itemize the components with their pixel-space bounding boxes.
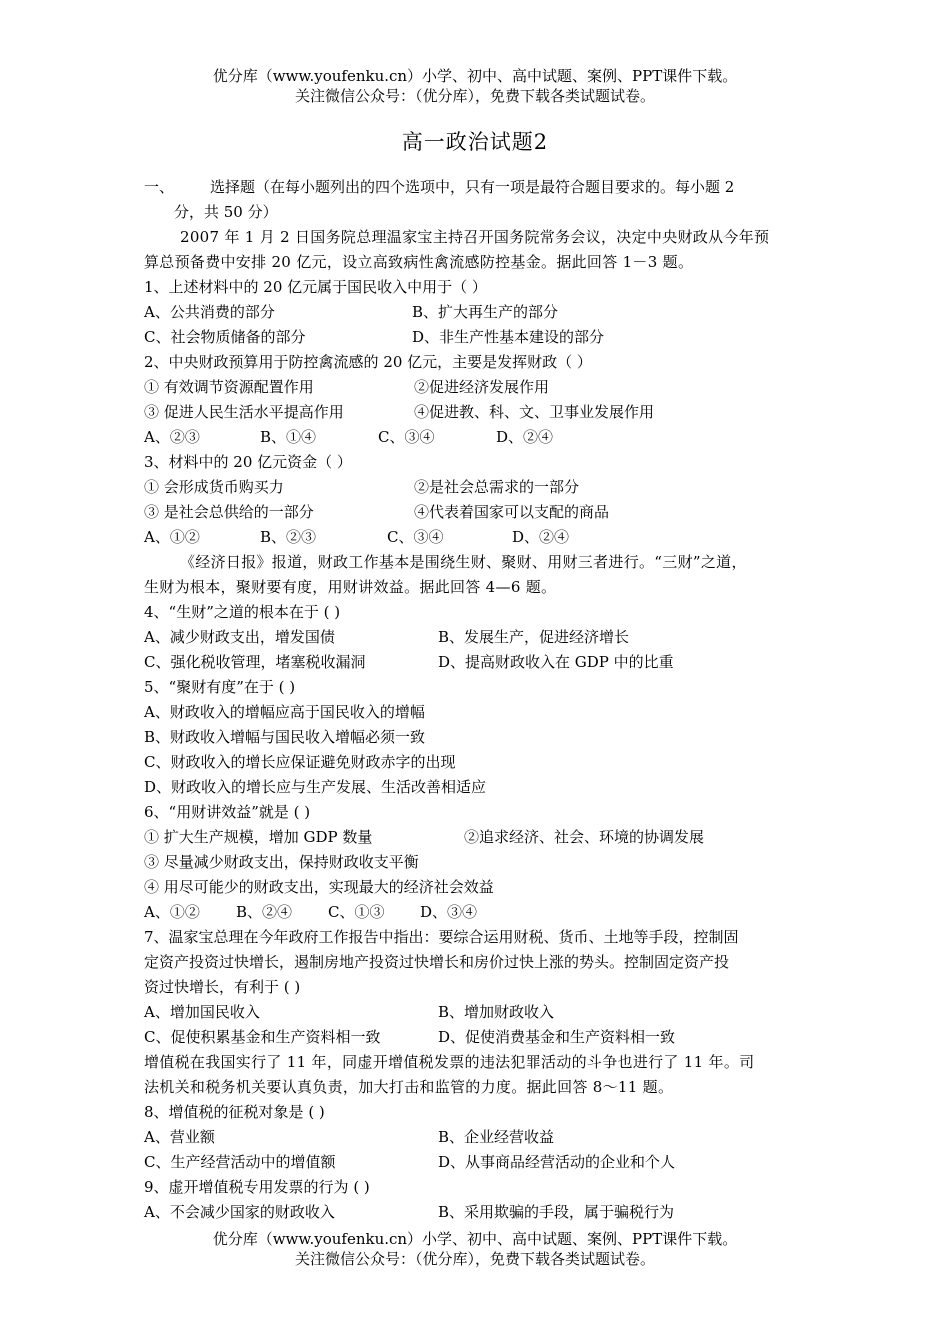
question-1-options-row-1 xyxy=(144,300,824,325)
question-1-options-row-2 xyxy=(144,325,824,350)
question-5-stem: 5、“聚财有度”在于 ( ) xyxy=(144,678,296,696)
option-d: D、促使消费基金和生产资料相一致 xyxy=(438,1028,676,1046)
item-2: ②追求经济、社会、环境的协调发展 xyxy=(464,828,705,846)
choice-a: A、①② xyxy=(144,903,200,921)
question-3-items-row-1 xyxy=(144,475,824,500)
option-a: A、增加国民收入 xyxy=(144,1003,260,1021)
section-instruction-cont: 分，共 50 分） xyxy=(174,203,278,221)
question-6-item-4: ④ 用尽可能少的财政支出，实现最大的经济社会效益 xyxy=(144,878,494,896)
question-4-options-row-1 xyxy=(144,625,824,650)
question-7-options-row-2 xyxy=(144,1025,824,1050)
choice-a: A、①② xyxy=(144,528,200,546)
question-6-items-row-1 xyxy=(144,825,824,850)
question-6-choices xyxy=(144,900,824,925)
choice-d: D、③④ xyxy=(420,903,478,921)
option-b: B、采用欺骗的手段，属于骗税行为 xyxy=(438,1203,675,1221)
option-a: A、减少财政支出，增发国债 xyxy=(144,628,335,646)
question-5-option-b: B、财政收入增幅与国民收入增幅必须一致 xyxy=(144,728,426,746)
choice-b: B、①④ xyxy=(260,428,317,446)
choice-d: D、②④ xyxy=(512,528,570,546)
question-5-option-d: D、财政收入的增长应与生产发展、生活改善相适应 xyxy=(144,778,487,796)
option-d: D、非生产性基本建设的部分 xyxy=(412,328,605,346)
option-b: B、发展生产，促进经济增长 xyxy=(438,628,630,646)
question-1-stem: 1、上述材料中的 20 亿元属于国民收入中用于（ ） xyxy=(144,278,487,296)
option-b: B、企业经营收益 xyxy=(438,1128,555,1146)
question-4-options-row-2 xyxy=(144,650,824,675)
option-d: D、从事商品经营活动的企业和个人 xyxy=(438,1153,676,1171)
question-2-items-row-2 xyxy=(144,400,824,425)
header-line-2: 关注微信公众号：（优分库），免费下载各类试题试卷。 xyxy=(294,87,655,105)
question-9-options-row-1 xyxy=(144,1200,824,1225)
section-number: 一、 xyxy=(144,178,175,196)
question-3-items-row-2 xyxy=(144,500,824,525)
choice-b: B、②④ xyxy=(236,903,293,921)
question-2-items-row-1 xyxy=(144,375,824,400)
option-b: B、扩大再生产的部分 xyxy=(412,303,559,321)
item-1: ① 扩大生产规模，增加 GDP 数量 xyxy=(144,828,373,846)
question-2-stem: 2、中央财政预算用于防控禽流感的 20 亿元，主要是发挥财政（ ） xyxy=(144,353,592,371)
choice-a: A、②③ xyxy=(144,428,200,446)
material-2-line-1: 《经济日报》报道，财政工作基本是围绕生财、聚财、用财三者进行。“三财”之道， xyxy=(180,553,747,571)
section-instruction: 选择题（在每小题列出的四个选项中，只有一项是最符合题目要求的。每小题 2 xyxy=(210,178,735,196)
material-1-line-1: 2007 年 1 月 2 日国务院总理温家宝主持召开国务院常务会议，决定中央财政从今年预 xyxy=(180,228,770,246)
option-a: A、营业额 xyxy=(144,1128,215,1146)
material-3-line-2: 法机关和税务机关要认真负责，加大打击和监管的力度。据此回答 8～11 题。 xyxy=(144,1078,674,1096)
material-2-line-2: 生财为根本，聚财要有度，用财讲效益。据此回答 4—6 题。 xyxy=(144,578,557,596)
item-1: ① 有效调节资源配置作用 xyxy=(144,378,314,396)
item-3: ③ 是社会总供给的一部分 xyxy=(144,503,314,521)
question-3-choices xyxy=(144,525,824,550)
question-2-choices xyxy=(144,425,824,450)
question-8-options-row-1 xyxy=(144,1125,824,1150)
choice-c: C、③④ xyxy=(378,428,435,446)
question-3-stem: 3、材料中的 20 亿元资金（ ） xyxy=(144,453,352,471)
question-5-option-a: A、财政收入的增幅应高于国民收入的增幅 xyxy=(144,703,425,721)
question-7-line-2: 定资产投资过快增长，遏制房地产投资过快增长和房价过快上涨的势头。控制固定资产投 xyxy=(144,953,730,971)
question-9-stem: 9、虚开增值税专用发票的行为 ( ) xyxy=(144,1178,370,1196)
question-5-option-c: C、财政收入的增长应保证避免财政赤字的出现 xyxy=(144,753,456,771)
choice-d: D、②④ xyxy=(496,428,554,446)
choice-c: C、①③ xyxy=(328,903,385,921)
option-c: C、生产经营活动中的增值额 xyxy=(144,1153,336,1171)
option-c: C、促使积累基金和生产资料相一致 xyxy=(144,1028,381,1046)
option-b: B、增加财政收入 xyxy=(438,1003,555,1021)
question-8-options-row-2 xyxy=(144,1150,824,1175)
question-6-stem: 6、“用财讲效益”就是 ( ) xyxy=(144,803,311,821)
choice-b: B、②③ xyxy=(260,528,317,546)
question-6-item-3: ③ 尽量减少财政支出，保持财政收支平衡 xyxy=(144,853,419,871)
item-2: ②是社会总需求的一部分 xyxy=(414,478,580,496)
footer-line-1: 优分库（www.youfenku.cn）小学、初中、高中试题、案例、PPT课件下载。 xyxy=(212,1230,738,1248)
header-line-1: 优分库（www.youfenku.cn）小学、初中、高中试题、案例、PPT课件下载。 xyxy=(212,67,738,85)
question-8-stem: 8、增值税的征税对象是 ( ) xyxy=(144,1103,325,1121)
option-a: A、公共消费的部分 xyxy=(144,303,275,321)
material-3-line-1: 增值税在我国实行了 11 年，同虚开增值税发票的违法犯罪活动的斗争也进行了 11 年。司 xyxy=(144,1053,755,1071)
document-body xyxy=(144,175,824,1225)
choice-c: C、③④ xyxy=(387,528,444,546)
item-4: ④代表着国家可以支配的商品 xyxy=(414,503,610,521)
option-c: C、社会物质储备的部分 xyxy=(144,328,306,346)
footer-line-2: 关注微信公众号：（优分库），免费下载各类试题试卷。 xyxy=(294,1250,655,1268)
item-4: ④促进教、科、文、卫事业发展作用 xyxy=(414,403,655,421)
question-4-stem: 4、“生财”之道的根本在于 ( ) xyxy=(144,603,341,621)
material-1-line-2: 算总预备费中安排 20 亿元，设立高致病性禽流感防控基金。据此回答 1－3 题。 xyxy=(144,253,694,271)
item-1: ① 会形成货币购买力 xyxy=(144,478,284,496)
page-title: 高一政治试题2 xyxy=(401,130,549,154)
option-d: D、提高财政收入在 GDP 中的比重 xyxy=(438,653,674,671)
section-heading xyxy=(144,175,824,200)
question-7-line-3: 资过快增长，有利于 ( ) xyxy=(144,978,301,996)
option-c: C、强化税收管理，堵塞税收漏洞 xyxy=(144,653,366,671)
item-2: ②促进经济发展作用 xyxy=(414,378,550,396)
option-a: A、不会减少国家的财政收入 xyxy=(144,1203,335,1221)
question-7-options-row-1 xyxy=(144,1000,824,1025)
item-3: ③ 促进人民生活水平提高作用 xyxy=(144,403,344,421)
question-7-line-1: 7、温家宝总理在今年政府工作报告中指出：要综合运用财税、货币、土地等手段，控制固 xyxy=(144,928,739,946)
